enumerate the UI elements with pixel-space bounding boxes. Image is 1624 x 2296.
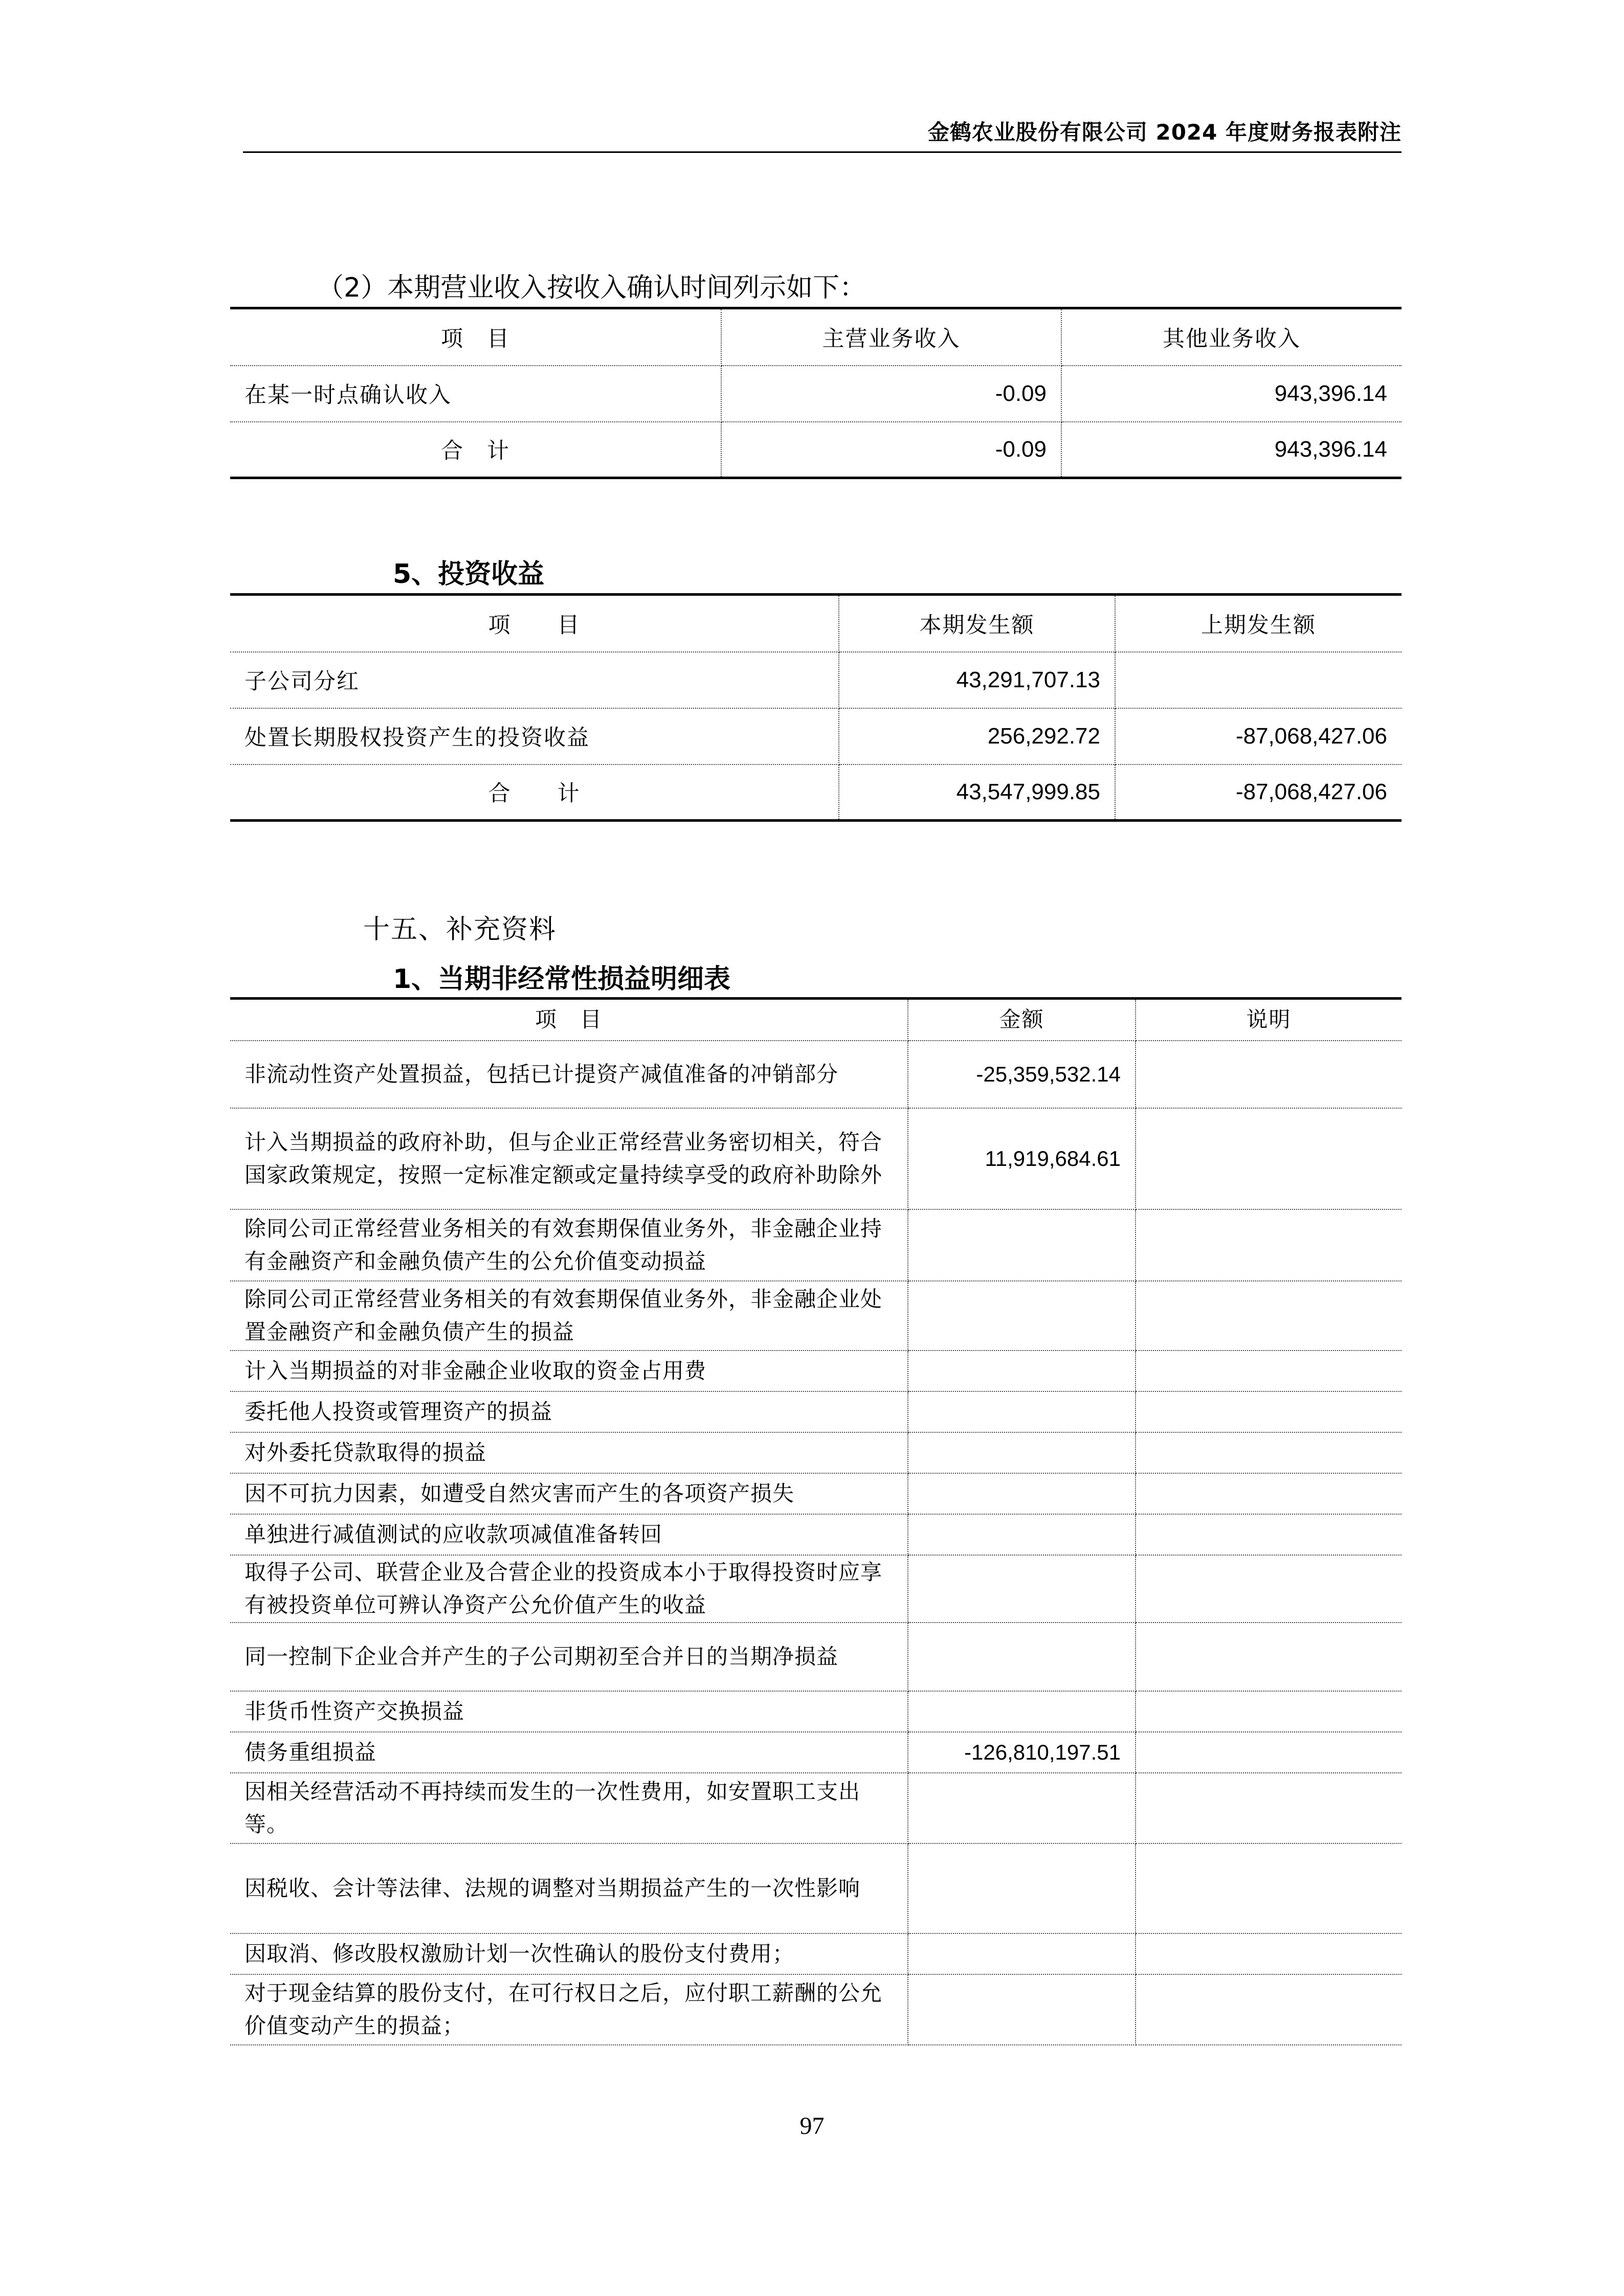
row-item: 除同公司正常经营业务相关的有效套期保值业务外，非金融企业持有金融资产和金融负债产生的公允价值变动损益 [230, 1209, 908, 1281]
row-note [1136, 1732, 1401, 1773]
column-header: 上期发生额 [1115, 595, 1401, 652]
row-item: 对于现金结算的股份支付，在可行权日之后，应付职工薪酬的公允价值变动产生的损益； [230, 1974, 908, 2045]
row-amount: -25,359,532.14 [908, 1041, 1136, 1108]
row-prior-amount [1115, 652, 1401, 708]
row-item: 取得子公司、联营企业及合营企业的投资成本小于取得投资时应享有被投资单位可辨认净资产公允价值产生的收益 [230, 1555, 908, 1623]
row-amount [908, 1843, 1136, 1933]
row-item: 非流动性资产处置损益，包括已计提资产减值准备的冲销部分 [230, 1041, 908, 1108]
row-amount [908, 1473, 1136, 1514]
row-note [1136, 1391, 1401, 1432]
supplementary-heading: 十五、补充资料 [363, 914, 557, 945]
row-amount [908, 1209, 1136, 1281]
row-note [1136, 1514, 1401, 1555]
row-note [1136, 1773, 1401, 1843]
column-header: 金额 [908, 999, 1136, 1041]
row-item: 在某一时点确认收入 [230, 366, 721, 422]
row-amount [908, 1555, 1136, 1623]
table-row [230, 1209, 1401, 1281]
row-item: 因相关经营活动不再持续而发生的一次性费用，如安置职工支出等。 [230, 1773, 908, 1843]
row-item: 处置长期股权投资产生的投资收益 [230, 708, 839, 764]
row-note [1136, 1350, 1401, 1391]
row-note [1136, 1281, 1401, 1350]
row-amount [908, 1391, 1136, 1432]
row-item: 对外委托贷款取得的损益 [230, 1432, 908, 1473]
row-note [1136, 1108, 1401, 1209]
row-note [1136, 1555, 1401, 1623]
row-note [1136, 1473, 1401, 1514]
row-item: 委托他人投资或管理资产的损益 [230, 1391, 908, 1432]
row-note [1136, 1691, 1401, 1732]
row-amount [908, 1432, 1136, 1473]
investment-income-heading: 5、投资收益 [393, 559, 545, 590]
column-header: 项 目 [230, 308, 721, 366]
row-item: 计入当期损益的政府补助，但与企业正常经营业务密切相关，符合国家政策规定，按照一定标准定额或定量持续享受的政府补助除外 [230, 1108, 908, 1209]
row-other-revenue: 943,396.14 [1061, 422, 1401, 478]
row-amount [908, 1773, 1136, 1843]
row-amount [908, 1933, 1136, 1974]
revenue-timing-heading: （2）本期营业收入按收入确认时间列示如下： [317, 273, 866, 303]
table-row [230, 1473, 1401, 1514]
row-amount [908, 1974, 1136, 2045]
table-row [230, 1933, 1401, 1974]
table-row [230, 708, 1401, 764]
non-recurring-table [230, 997, 1401, 2045]
table-row [230, 1974, 1401, 2045]
row-prior-amount: -87,068,427.06 [1115, 764, 1401, 821]
table-row [230, 1691, 1401, 1732]
row-amount [908, 1281, 1136, 1350]
row-current-amount: 43,547,999.85 [839, 764, 1115, 821]
investment-income-table [230, 593, 1401, 822]
row-item: 非货币性资产交换损益 [230, 1691, 908, 1732]
column-header: 项 目 [230, 999, 908, 1041]
column-header: 说明 [1136, 999, 1401, 1041]
row-note [1136, 1933, 1401, 1974]
row-current-amount: 256,292.72 [839, 708, 1115, 764]
row-note [1136, 1843, 1401, 1933]
row-amount: 11,919,684.61 [908, 1108, 1136, 1209]
row-note [1136, 1432, 1401, 1473]
row-item: 同一控制下企业合并产生的子公司期初至合并日的当期净损益 [230, 1623, 908, 1691]
table-header-row [230, 595, 1401, 652]
table-row [230, 1391, 1401, 1432]
row-note [1136, 1974, 1401, 2045]
table-total-row [230, 764, 1401, 821]
table-row [230, 1108, 1401, 1209]
row-note [1136, 1209, 1401, 1281]
revenue-timing-table [230, 307, 1401, 479]
table-header-row [230, 308, 1401, 366]
row-prior-amount: -87,068,427.06 [1115, 708, 1401, 764]
table-total-row [230, 422, 1401, 478]
page-number: 97 [799, 2112, 825, 2140]
table-row [230, 1041, 1401, 1108]
document-header-title: 金鹤农业股份有限公司 2024 年度财务报表附注 [927, 120, 1401, 145]
header-rule [243, 151, 1401, 153]
row-item: 因不可抗力因素，如遭受自然灾害而产生的各项资产损失 [230, 1473, 908, 1514]
row-note [1136, 1041, 1401, 1108]
row-item: 债务重组损益 [230, 1732, 908, 1773]
table-row [230, 652, 1401, 708]
row-amount [908, 1514, 1136, 1555]
table-header-row [230, 999, 1401, 1041]
column-header: 其他业务收入 [1061, 308, 1401, 366]
row-main-revenue: -0.09 [721, 366, 1061, 422]
row-main-revenue: -0.09 [721, 422, 1061, 478]
table-row [230, 1350, 1401, 1391]
row-note [1136, 1623, 1401, 1691]
row-item: 单独进行减值测试的应收款项减值准备转回 [230, 1514, 908, 1555]
table-row [230, 1555, 1401, 1623]
table-row [230, 1623, 1401, 1691]
row-amount [908, 1623, 1136, 1691]
table-row [230, 1732, 1401, 1773]
table-row [230, 1843, 1401, 1933]
column-header: 项 目 [230, 595, 839, 652]
table-row [230, 1773, 1401, 1843]
table-row [230, 366, 1401, 422]
table-row [230, 1432, 1401, 1473]
row-item: 除同公司正常经营业务相关的有效套期保值业务外，非金融企业处置金融资产和金融负债产生的损益 [230, 1281, 908, 1350]
row-item: 计入当期损益的对非金融企业收取的资金占用费 [230, 1350, 908, 1391]
row-item: 合 计 [230, 764, 839, 821]
row-item: 合 计 [230, 422, 721, 478]
row-amount: -126,810,197.51 [908, 1732, 1136, 1773]
row-item: 子公司分红 [230, 652, 839, 708]
row-amount [908, 1350, 1136, 1391]
row-other-revenue: 943,396.14 [1061, 366, 1401, 422]
row-item: 因税收、会计等法律、法规的调整对当期损益产生的一次性影响 [230, 1843, 908, 1933]
row-current-amount: 43,291,707.13 [839, 652, 1115, 708]
row-item: 因取消、修改股权激励计划一次性确认的股份支付费用； [230, 1933, 908, 1974]
column-header: 主营业务收入 [721, 308, 1061, 366]
non-recurring-subheading: 1、当期非经常性损益明细表 [393, 964, 731, 995]
table-row [230, 1281, 1401, 1350]
table-row [230, 1514, 1401, 1555]
row-amount [908, 1691, 1136, 1732]
column-header: 本期发生额 [839, 595, 1115, 652]
